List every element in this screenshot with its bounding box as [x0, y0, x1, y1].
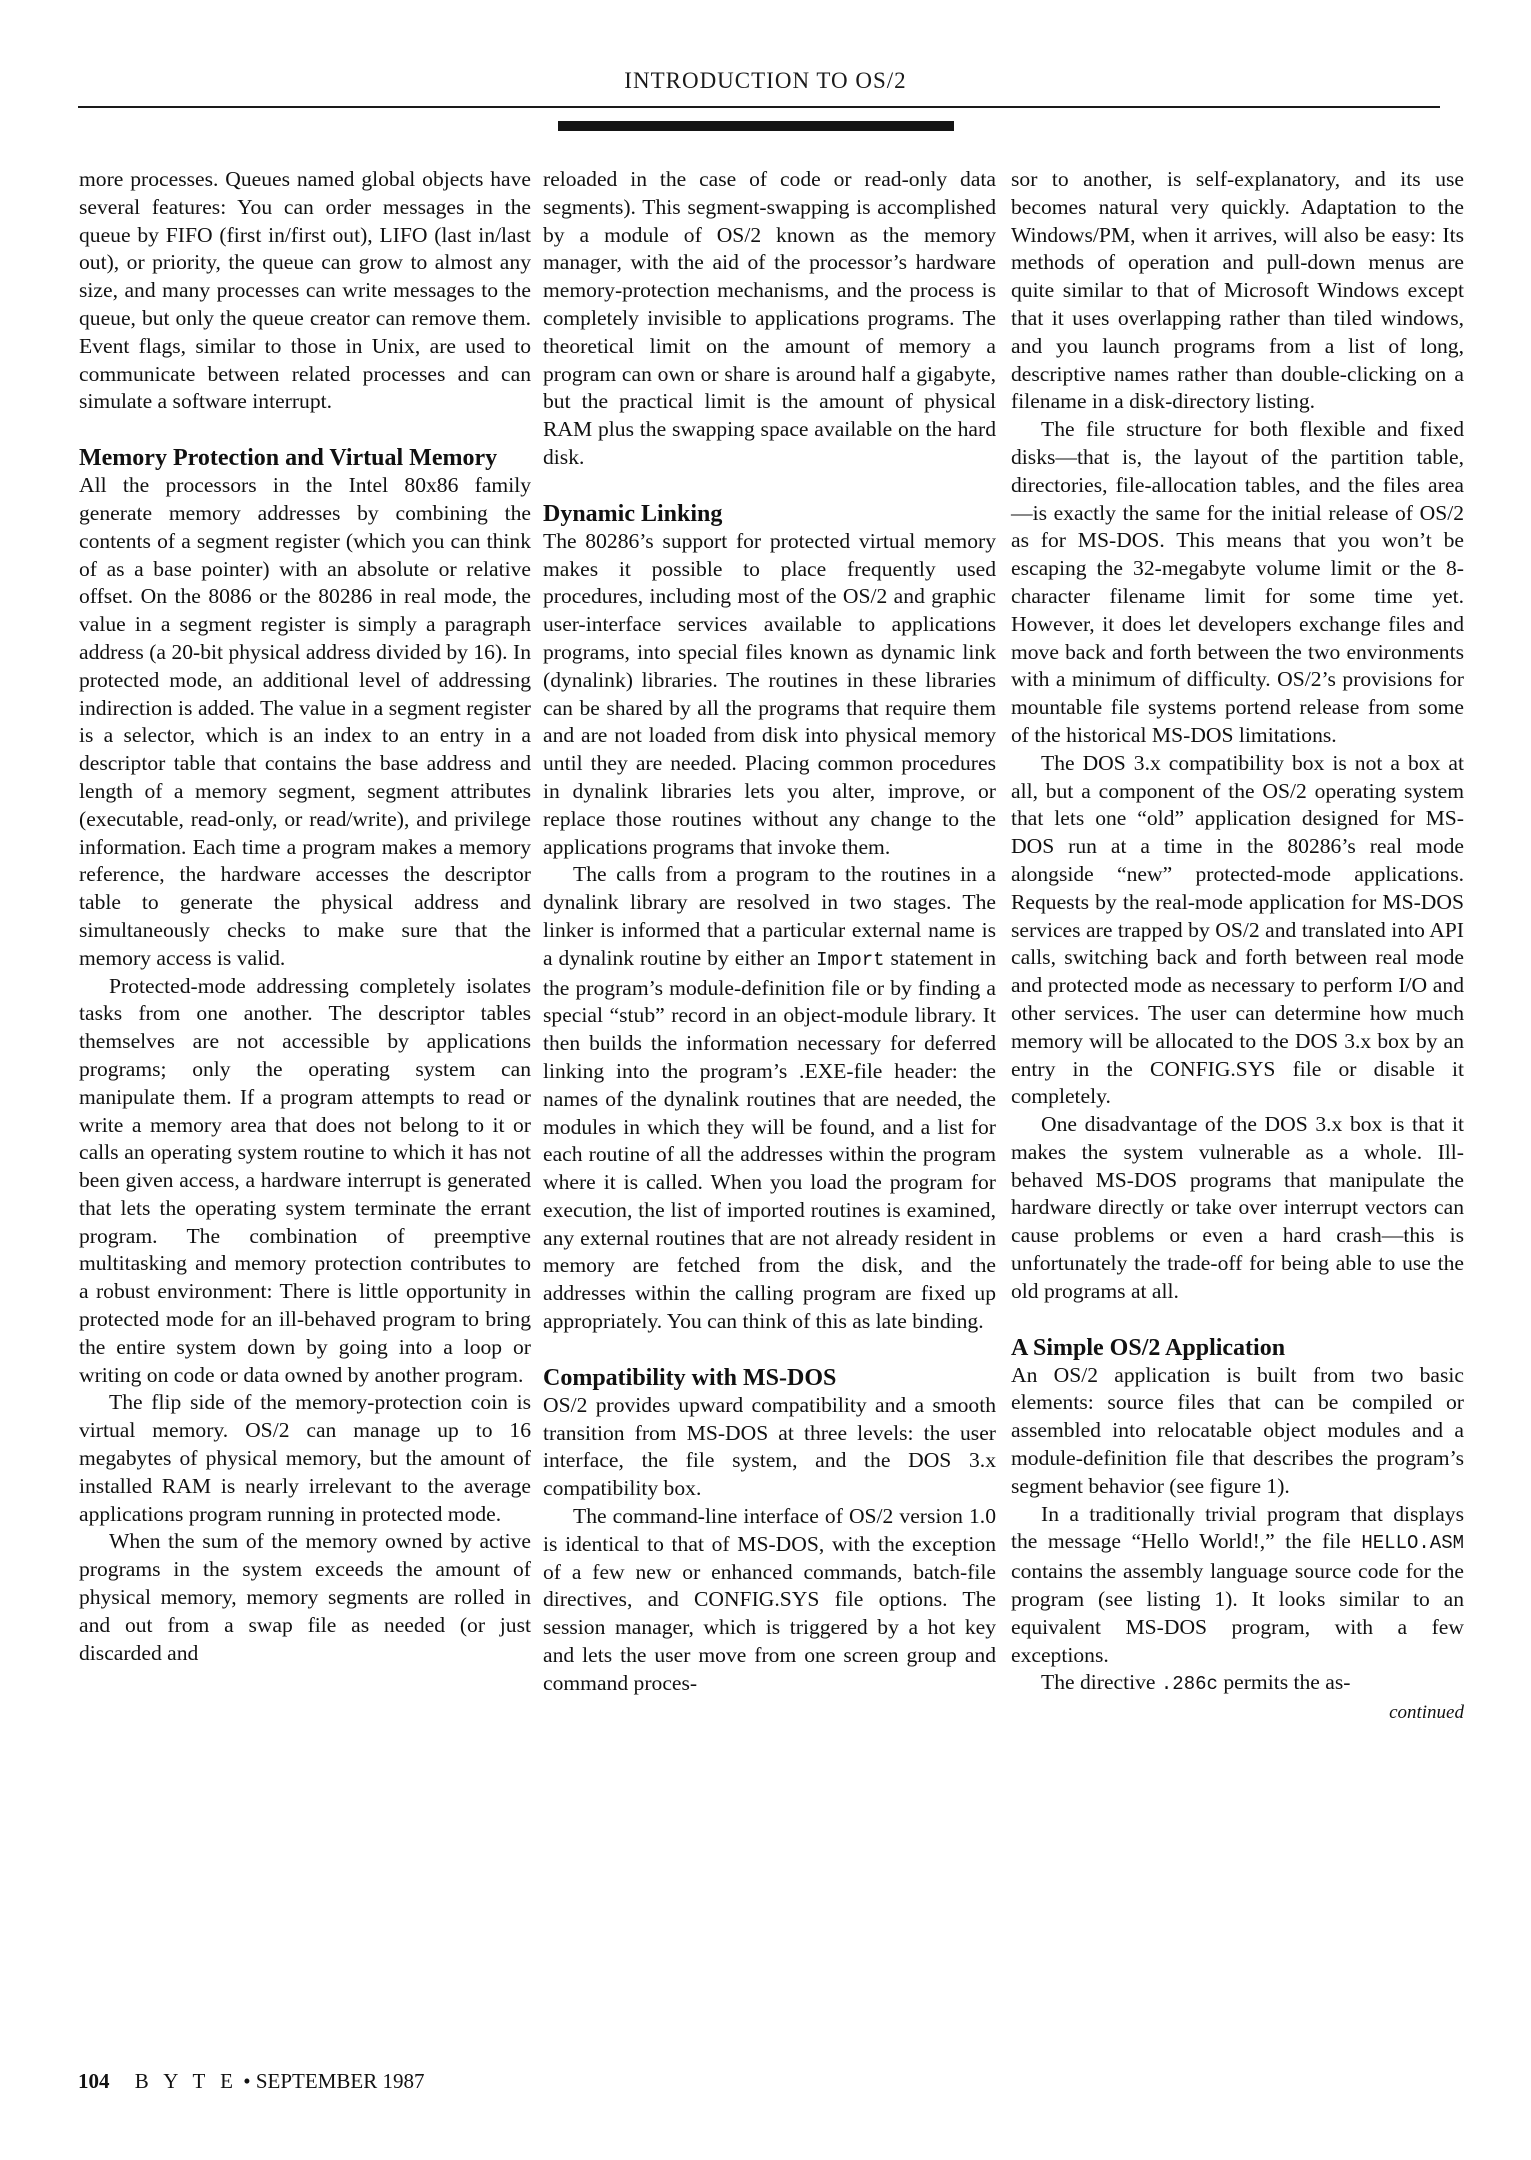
body-paragraph: Protected-mode addressing completely isolates tasks from one another. The descriptor tables themselves are not accessible by applications programs; only the operating system can manipulate them. If a program attempts to read or write a memory area that does not belong to it or calls an operating system routine to which it has not been given access, a hardware interrupt is generated that lets the operating system terminate the errant program. The combination of preemptive multitasking and memory protection contributes to a robust environment: There is little opportunity in protected mode for an ill-behaved program to bring the entire system down by going into a loop or writing on code or data owned by another program.	[79, 973, 531, 1387]
section-spacer	[543, 1336, 996, 1364]
body-paragraph: reloaded in the case of code or read-only data segments). This segment-swapping is accomplished by a module of OS/2 known as the memory manager, with the aid of the processor’s hardware memory-protection mechanisms, and the process is completely invisible to applications programs. The theoretical limit on the amount of memory a program can own or share is around half a gigabyte, but the practical limit is the amount of physical RAM plus the swapping space available on the hard disk.	[543, 167, 996, 469]
paragraph-text: The calls from a program to the routines in a dynalink library are resolved in two stages. The linker is informed that a particular external name is a dynalink routine by either an	[543, 862, 996, 970]
paragraph-text: permits the as-	[1217, 1670, 1351, 1695]
header-rule	[78, 106, 1440, 108]
section-heading: Memory Protection and Virtual Memory	[79, 445, 498, 472]
section-spacer	[1011, 1306, 1464, 1334]
page-number: 104	[78, 2069, 110, 2093]
header-bar	[558, 121, 954, 131]
body-paragraph: The DOS 3.x compatibility box is not a box at all, but a component of the OS/2 operating system that lets one “old” application designed for MS-DOS run at a time in the 80286’s real mode alongside “new” protected-mode applications. Requests by the real-mode application for MS-DOS services are trapped by OS/2 and translated into API calls, switching back and forth between real mode and protected mode as necessary to perform I/O and other services. The user can determine how much memory will be allocated to the DOS 3.x box by an entry in the CONFIG.SYS file or disable it completely.	[1011, 750, 1464, 1109]
paragraph-text: contains the assembly language source code for the program (see listing 1). It looks similar to an equivalent MS-DOS program, with a few exceptions.	[1011, 1559, 1464, 1667]
section-spacer	[79, 416, 531, 444]
body-paragraph: The 80286’s support for protected virtual memory makes it possible to place frequently used procedures, including most of the OS/2 and graphic user-interface services available to applications programs, into special files known as dynamic link (dynalink) libraries. The routines in these libraries can be shared by all the programs that require them and are not loaded from disk into physical memory until they are needed. Placing common procedures in dynalink libraries lets you alter, improve, or replace those routines without any change to the applications programs that invoke them.	[543, 528, 996, 859]
footer-separator: •	[243, 2069, 251, 2093]
column-3	[1011, 166, 1464, 1725]
column-2	[543, 166, 996, 1698]
body-paragraph: The command-line interface of OS/2 version 1.0 is identical to that of MS-DOS, with the exception of a few new or enhanced commands, batch-file directives, and CONFIG.SYS file options. The session manager, which is triggered by a hot key and lets the user move from one screen group and command proces-	[543, 1504, 996, 1695]
inline-code: HELLO.ASM	[1361, 1532, 1464, 1555]
body-paragraph: One disadvantage of the DOS 3.x box is that it makes the system vulnerable as a whole. Ill-behaved MS-DOS programs that manipulate the hardware directly or take over interrupt vectors can cause problems or even a hard crash—this is unfortunately the trade-off for being able to use the old programs at all.	[1011, 1112, 1464, 1303]
section-heading: A Simple OS/2 Application	[1011, 1334, 1286, 1361]
body-paragraph: OS/2 provides upward compatibility and a smooth transition from MS-DOS at three levels: the user interface, the file system, and the DOS 3.x compatibility box.	[543, 1392, 996, 1501]
magazine-name: B Y T E	[134, 2069, 239, 2093]
body-paragraph	[1011, 1501, 1464, 1670]
continued-label: continued	[1389, 1702, 1464, 1724]
body-paragraph: All the processors in the Intel 80x86 family generate memory addresses by combining the contents of a segment register (which you can think of as a base pointer) with an absolute or relative offset. On the 8086 or the 80286 in real mode, the value in a segment register is simply a paragraph address (a 20-bit physical address divided by 16). In protected mode, an additional level of addressing indirection is added. The value in a segment register is a selector, which is an index to an entry in a descriptor table that contains the base address and length of a memory segment, segment attributes (executable, read-only, or read/write), and privilege information. Each time a program makes a memory reference, the hardware accesses the descriptor table to generate the physical address and simultaneously checks to make sure that the memory access is valid.	[79, 473, 531, 970]
body-paragraph: The flip side of the memory-protection coin is virtual memory. OS/2 can manage up to 16 megabytes of physical memory, but the amount of installed RAM is nearly irrelevant to the average applications program running in protected mode.	[79, 1390, 531, 1526]
section-spacer	[543, 472, 996, 500]
issue-date: SEPTEMBER 1987	[255, 2069, 425, 2093]
paragraph-text: The directive	[1041, 1670, 1161, 1695]
inline-code: Import	[816, 948, 885, 971]
paragraph-text: In a traditionally trivial program that displays the message “Hello World!,” the file	[1011, 1501, 1464, 1554]
body-paragraph: sor to another, is self-explanatory, and its use becomes natural very quickly. Adaptation to the Windows/PM, when it arrives, will also be easy: Its methods of operation and pull-down menus are quite similar to that of Microsoft Windows except that it uses overlapping rather than tiled windows, and you launch programs from a list of long, descriptive names rather than double-clicking on a filename in a disk-directory listing.	[1011, 167, 1464, 414]
body-paragraph: When the sum of the memory owned by active programs in the system exceeds the amount of physical memory, memory segments are rolled in and out from a swap file as needed (or just discarded and	[79, 1529, 531, 1665]
running-head: INTRODUCTION TO OS/2	[624, 68, 907, 93]
paragraph-text: statement in the program’s module-definition file or by finding a special “stub” record in an object-module library. It then builds the information necessary for deferred linking into the program’s .EXE-file header: the names of the dynalink routines that are needed, the modules in which they will be found, and a list for each routine of all the addresses within the program where it is called. When you load the program for execution, the list of imported routines is examined, any external routines that are not already resident in memory are fetched from the disk, and the addresses within the calling program are fixed up appropriately. You can think of this as late binding.	[543, 945, 997, 1334]
body-paragraph: An OS/2 application is built from two basic elements: source files that can be compiled or assembled into relocatable object modules and a module-definition file that describes the program’s segment behavior (see figure 1).	[1011, 1362, 1464, 1498]
column-1	[79, 166, 531, 1667]
page-footer	[78, 2069, 424, 2094]
body-paragraph	[1011, 1669, 1464, 1699]
body-paragraph	[543, 861, 996, 1336]
inline-code: .286c	[1160, 1673, 1218, 1696]
section-heading: Dynamic Linking	[543, 500, 723, 527]
section-heading: Compatibility with MS-DOS	[543, 1364, 837, 1391]
body-paragraph: more processes. Queues named global objects have several features: You can order messages in the queue by FIFO (first in/first out), LIFO (last in/last out), or priority, the queue can grow to almost any size, and many processes can write messages to the queue, but only the queue creator can remove them. Event flags, similar to those in Unix, are used to communicate between related processes and can simulate a software interrupt.	[79, 167, 531, 414]
body-paragraph: The file structure for both flexible and fixed disks—that is, the layout of the partition table, directories, file-allocation tables, and the files area—is exactly the same for the initial release of OS/2 as for MS-DOS. This means that you won’t be escaping the 32-megabyte volume limit or the 8-character filename limit for some time yet. However, it does let developers exchange files and move back and forth between the two environments with a minimum of difficulty. OS/2’s provisions for mountable file systems portend release from some of the historical MS-DOS limitations.	[1011, 417, 1464, 747]
